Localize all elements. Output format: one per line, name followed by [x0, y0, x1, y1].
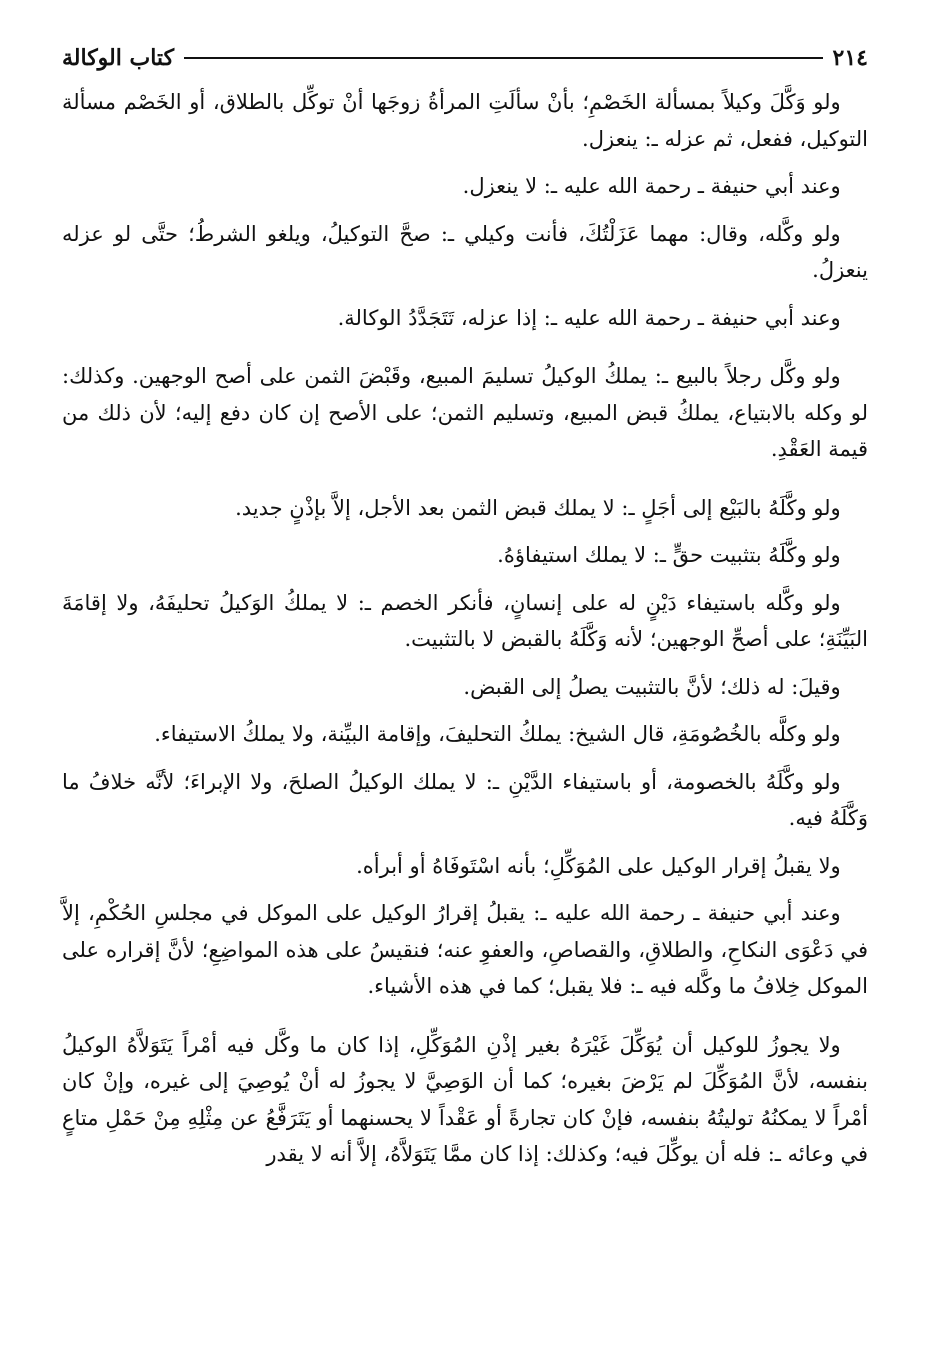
body-text [62, 84, 868, 1173]
chapter-title: كتاب الوكالة [62, 45, 175, 71]
page [62, 38, 868, 1184]
paragraph: ولو وكلَّه بالخُصُومَةِ، قال الشيخ: يملكُ التحليفَ، وإقامة البيِّنة، ولا يملكُ الاستيفاء. [154, 722, 841, 746]
paragraph: ولو وكَّل رجلاً بالبيع ـ: يملكُ الوكيلُ تسليمَ المبيع، وقَبْضَ الثمن على أصح الوجهين. وكذلك: لو وكله بالابتياع، يملكُ قبض المبيع، وتسليم الثمن؛ على الأصح إن كان دفع إليه؛ لأن ذلك من قيمة العَقْدِ. [62, 364, 868, 461]
paragraph: وعند أبي حنيفة ـ رحمة الله عليه ـ: يقبلُ إقرارُ الوكيل على الموكل في مجلسِ الحُكْمِ، إلاَّ في دَعْوَى النكاحِ، والطلاقِ، والقصاصِ، والعفوِ عنه؛ فنقيسُ على هذه المواضِعِ؛ لأنَّ إقراره على الموكل خِلافُ ما وكَّله فيه ـ: فلا يقبل؛ كما في هذه الأشياء. [62, 901, 868, 998]
paragraph: ولا يجوزُ للوكيل أن يُوَكِّلَ غَيْرَهُ بغير إذْنِ المُوَكِّلِ، إذا كان ما وكَّل فيه أمْراً يَتَوَلاَّهُ الوكيلُ بنفسه، لأنَّ المُوَكِّلَ لم يَرْضَ بغيره؛ كما أن الوَصِيَّ لا يجوزُ له أنْ يُوصِيَ إلى غيره، وإنْ كان أمْراً لا يمكنُهُ توليتُهُ بنفسه، فإنْ كان تجارةً أو عَقْداً لا يحسنهما أو يَتَرَفَّعُ عن مِثْلِهِ مِنْ حَمْلِ متاعٍ في وعائه ـ: فله أن يوكِّلَ فيه؛ وكذلك: إذا كان ممَّا يَتَوَلاَّهُ، إلاَّ أنه لا يقدر [62, 1032, 868, 1166]
paragraph: وعند أبي حنيفة ـ رحمة الله عليه ـ: إذا عزله، تَتَجَدَّدُ الوكالة. [337, 305, 841, 330]
paragraph: ولو وكَّلَهُ بالخصومة، أو باستيفاء الدَّيْنِ ـ: لا يملك الوكيلُ الصلحَ، ولا الإبراءَ؛ لأنَّه خلافُ ما وَكَّلَهُ فيه. [62, 769, 868, 830]
header-rule [184, 57, 823, 59]
paragraph: ولو وكَّلَهُ بالبَيْع إلى أجَلٍ ـ: لا يملك قبض الثمن بعد الأجل، إلاَّ بإذْنٍ جديد. [235, 495, 841, 520]
running-header [62, 38, 868, 78]
page-number: ٢١٤ [832, 45, 868, 71]
paragraph: ولو وَكَّلَ وكيلاً بمسألة الخَصْمِ؛ بأنْ سألَتِ المرأةُ زوجَها أنْ توكِّل بالطلاق، أو الخَصْم مسألة التوكيل، ففعل، ثم عزله ـ: ينعزل. [62, 90, 868, 151]
paragraph: ولو وكَّله باستيفاء دَيْنٍ له على إنسانٍ، فأنكر الخصم ـ: لا يملكُ الوَكيلُ تحليفَهُ، ولا إقامَةَ البَيِّنَةِ؛ على أصحِّ الوجهين؛ لأنه وَكَّلَهُ بالقبض لا بالتثبيت. [62, 590, 868, 651]
paragraph: ولا يقبلُ إقرار الوكيل على المُوَكِّلِ؛ بأنه اسْتَوفَاهُ أو أبرأه. [356, 853, 841, 878]
paragraph: وقيلَ: له ذلك؛ لأنَّ بالتثبيت يصلُ إلى القبض. [463, 674, 841, 699]
paragraph: وعند أبي حنيفة ـ رحمة الله عليه ـ: لا ينعزل. [462, 174, 841, 198]
paragraph: ولو وكَّله، وقال: مهما عَزَلْتُكَ، فأنت وكيلي ـ: صحَّ التوكيلُ، ويلغو الشرطُ؛ حتَّى لو عزله ينعزلُ. [62, 221, 868, 282]
paragraph: ولو وكَّلَهُ بتثبيت حقٍّ ـ: لا يملك استيفاؤهُ. [497, 543, 841, 567]
